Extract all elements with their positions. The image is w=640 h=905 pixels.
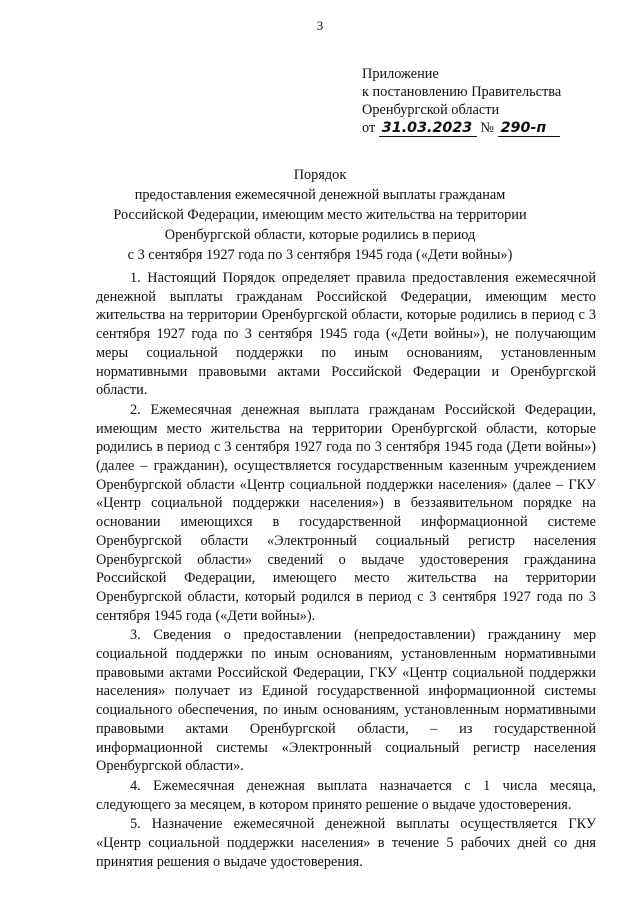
appendix-label: Приложение: [362, 66, 439, 82]
title-line-4: с 3 сентября 1927 года по 3 сентября 1945 года («Дети войны»): [127, 247, 513, 263]
appendix-region: Оренбургской области: [362, 102, 500, 118]
appendix-block: [362, 65, 561, 137]
date-prefix: от: [362, 120, 376, 136]
handwritten-date: 31.03.2023: [379, 120, 477, 137]
paragraph-3: 3. Сведения о предоставлении (непредоставлении) гражданину мер социальной поддержки по иным основаниям, установленным нормативными правовыми актами Российской Федерации, ГКУ «Центр социальной поддержки населения» получает из Единой государственной информационной системы социального обеспечения, по иным основаниям, установленным нормативными правовыми актами Оренбургской области, – из государственной информационной системы «Электронный социальный регистр населения Оренбургской области».: [96, 627, 596, 775]
document-title: [0, 165, 640, 265]
document-body: [96, 269, 596, 873]
title-heading: Порядок: [293, 167, 347, 183]
paragraph-4: 4. Ежемесячная денежная выплата назначается с 1 числа месяца, следующего за месяцем, в котором принято решение о выдаче удостоверения.: [96, 777, 596, 813]
number-prefix: №: [480, 120, 495, 136]
title-line-2: Российской Федерации, имеющим место жительства на территории: [113, 207, 527, 223]
title-line-1: предоставления ежемесячной денежной выплаты гражданам: [134, 187, 506, 203]
appendix-reference: к постановлению Правительства: [362, 84, 562, 100]
paragraph-1: 1. Настоящий Порядок определяет правила предоставления ежемесячной денежной выплаты гражданам Российской Федерации, имеющим место жительства на территории Оренбургской области, которые родились в период с 3 сентября 1927 года по 3 сентября 1945 года («Дети войны»), не получающим меры социальной поддержки по иным основаниям, установленным нормативными правовыми актами Российской Федерации и Оренбургской области.: [96, 270, 596, 399]
page-number: 3: [316, 18, 324, 33]
appendix-date-line: [362, 119, 561, 137]
handwritten-number: 290-п: [498, 120, 560, 137]
title-line-3: Оренбургской области, которые родились в период: [164, 227, 476, 243]
paragraph-2: 2. Ежемесячная денежная выплата гражданам Российской Федерации, имеющим место жительства на территории Оренбургской области, которые родились в период с 3 сентября 1927 года по 3 сентября 1945 года (Дети войны») (далее – гражданин), осуществляется государственным казенным учреждением Оренбургской области «Центр социальной поддержки населения» (далее – ГКУ «Центр социальной поддержки населения») в беззаявительном порядке на основании имеющихся в государственной информационной системе Оренбургской области «Электронный социальный регистр населения Оренбургской области» сведений о выдаче удостоверения гражданина Российской Федерации, имеющего место жительства на территории Оренбургской области, который родился в период с 3 сентября 1927 года по 3 сентября 1945 года («Дети войны»).: [96, 401, 596, 624]
paragraph-5: 5. Назначение ежемесячной денежной выплаты осуществляется ГКУ «Центр социальной поддержки населения» в течение 5 рабочих дней со дня принятия решения о выдаче удостоверения.: [96, 816, 596, 870]
